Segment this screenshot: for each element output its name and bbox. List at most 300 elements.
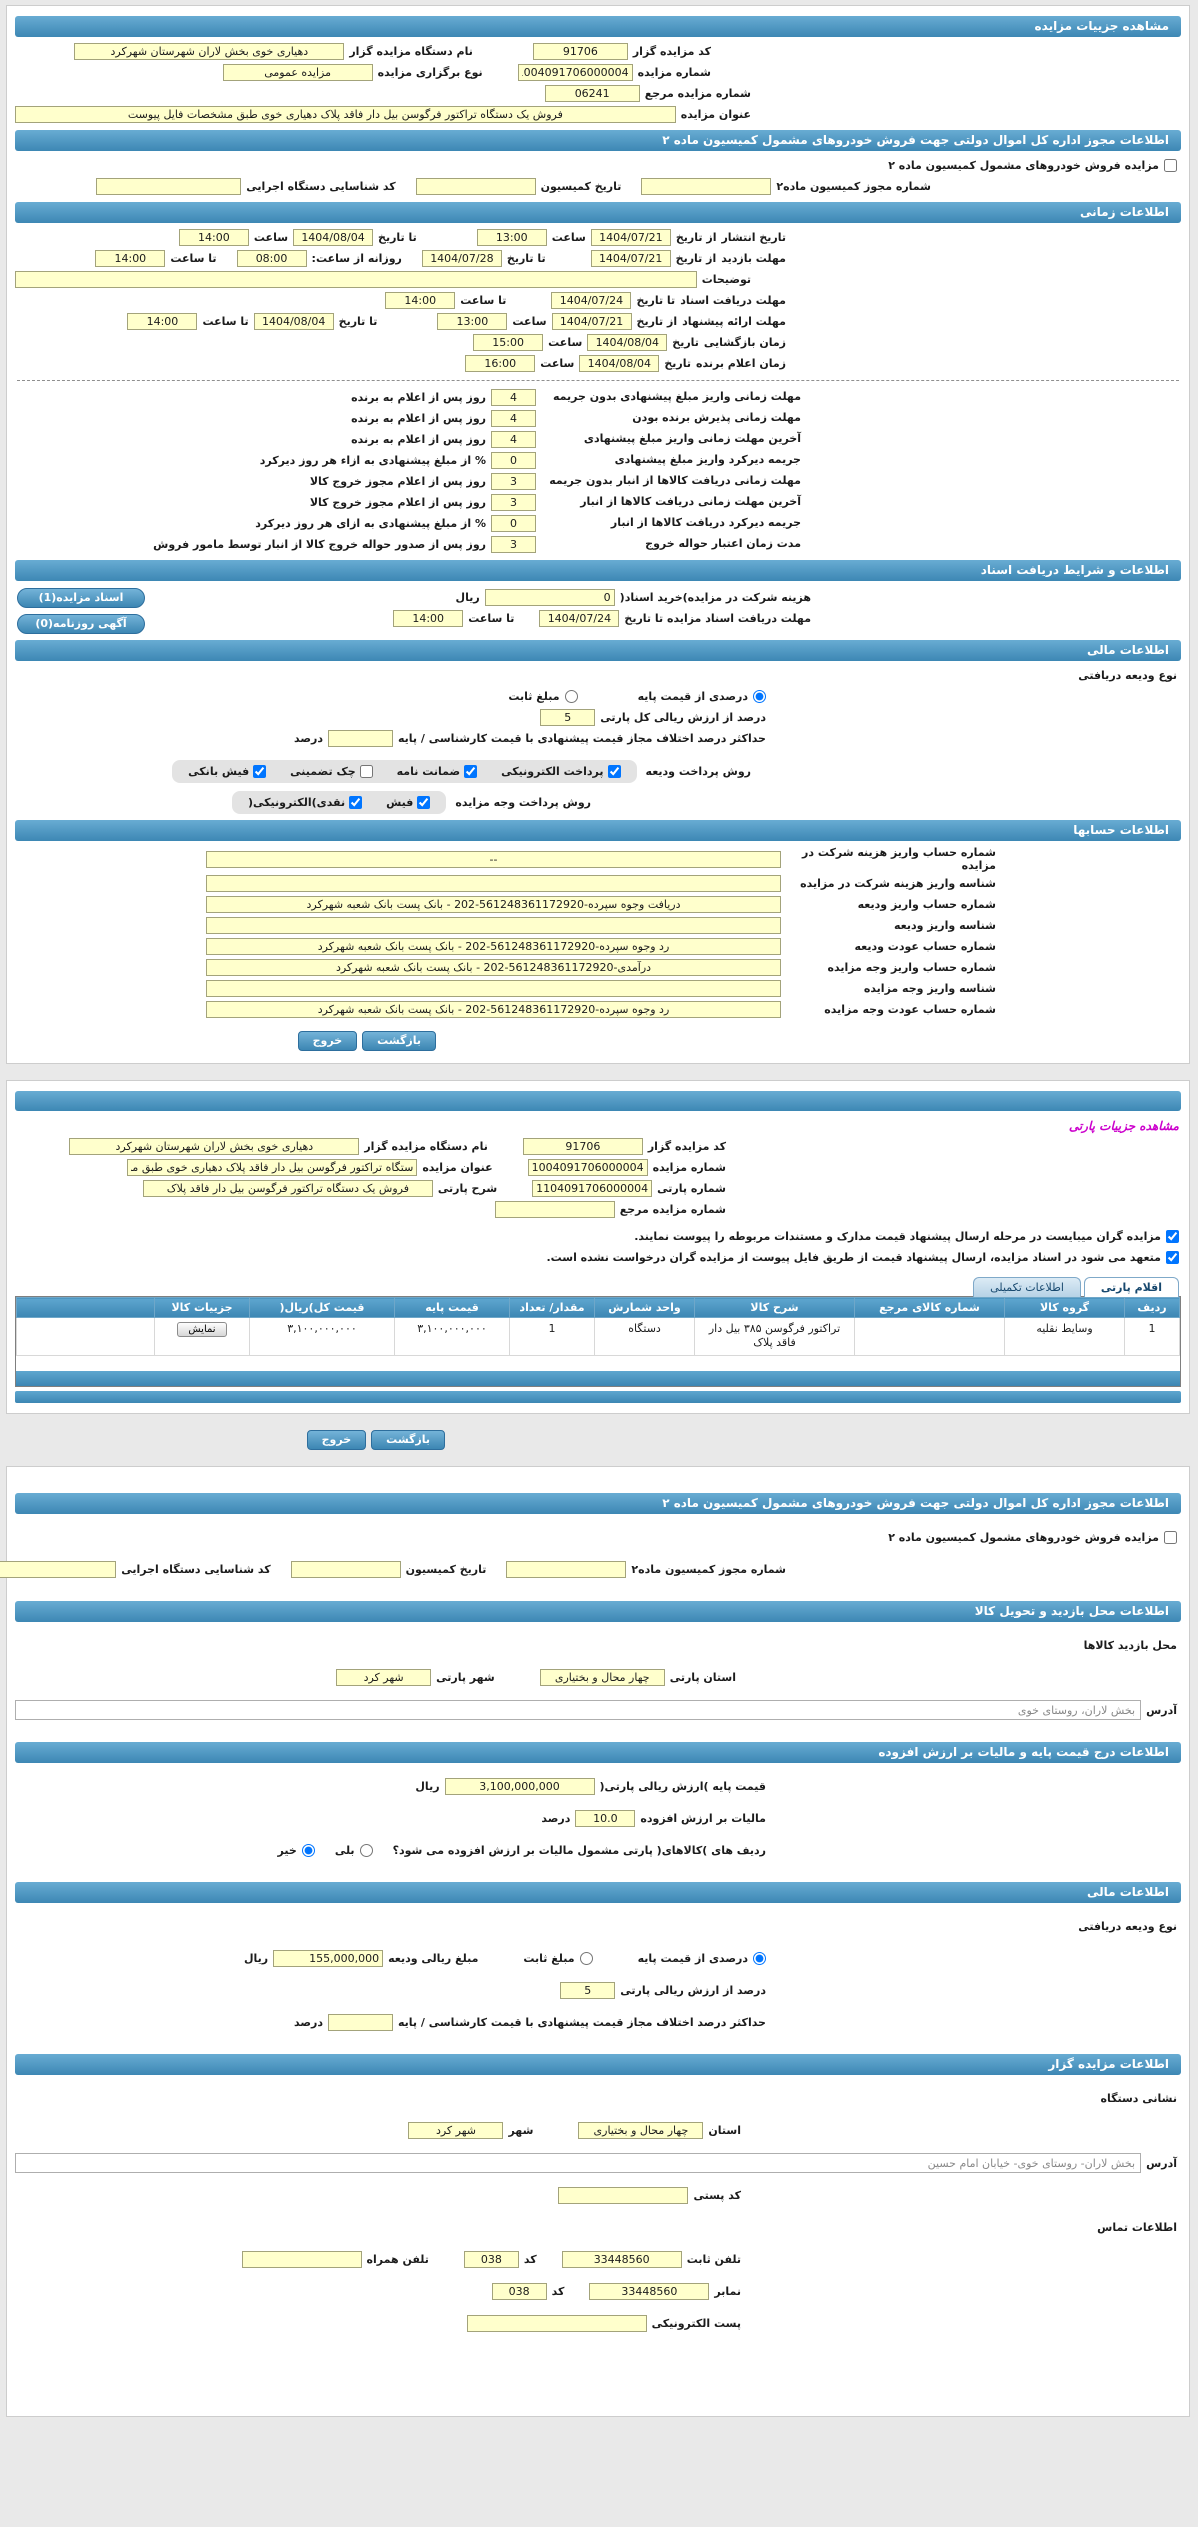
fax-field[interactable]: [590, 2283, 710, 2300]
to-hour-label: تا ساعت: [171, 252, 218, 265]
to-hour-label: تا ساعت: [203, 315, 250, 328]
party-title-row: [16, 1116, 1182, 1135]
commitment-checkbox[interactable]: [1167, 1251, 1180, 1264]
deposit-percent-label: درصد از ارزش ریالی پارتی: [621, 1984, 767, 1998]
account-row: [16, 916, 1182, 935]
visit-from-date-field[interactable]: [592, 250, 672, 267]
auction-title-label: عنوان مزایده: [681, 108, 752, 121]
deposit-percent-option-label: درصدی از قیمت پایه: [638, 690, 749, 703]
divider: [18, 380, 1180, 381]
party-items-table-container: [16, 1296, 1182, 1387]
deposit-fixed-option-label: مبلغ ثابت: [509, 690, 561, 703]
organizer-address-header: نشانی دستگاه: [1101, 2092, 1178, 2106]
winner-label: زمان اعلام برنده: [697, 357, 787, 370]
publish-from-time-field[interactable]: [478, 229, 548, 246]
reference-number-label: شماره مزایده مرجع: [620, 1203, 727, 1216]
max-diff-row: [16, 729, 1182, 748]
commission-date-field[interactable]: [417, 178, 537, 195]
col-header-ref: شماره کالای مرجع: [856, 1298, 1006, 1318]
publish-from-date-field[interactable]: [592, 229, 672, 246]
party-row-3: [16, 1179, 1182, 1198]
agency-name-field[interactable]: [70, 1138, 360, 1155]
deadline-value-field[interactable]: [492, 410, 537, 427]
cash-electronic-label: نقدی)الکترونیکی(: [248, 796, 347, 809]
account-field[interactable]: [207, 917, 782, 934]
account-field[interactable]: [207, 896, 782, 913]
newspaper-ad-button[interactable]: آگهی روزنامه(0): [18, 614, 146, 634]
account-field[interactable]: [207, 938, 782, 955]
auctioneer-code-label: کد مزایده گزار: [648, 1140, 727, 1153]
party-row-4: [16, 1200, 1182, 1219]
organizer-address-header-row: [16, 2089, 1182, 2108]
account-row: [16, 937, 1182, 956]
agency-id-label: کد شناسایی دستگاه اجرایی: [247, 180, 397, 193]
accounts-section-header: اطلاعات حسابها: [16, 820, 1182, 841]
col-header-index: ردیف: [1126, 1298, 1181, 1318]
deadline-label: مهلت زمانی واریز مبلغ پیشنهادی بدون جریمه: [553, 390, 802, 404]
phone-label: تلفن ثابت: [687, 2253, 742, 2267]
party-province-field[interactable]: [541, 1669, 666, 1686]
deposit-type-row: [16, 666, 1182, 685]
attachment-required-checkbox[interactable]: [1167, 1230, 1180, 1243]
mobile-field[interactable]: [243, 2251, 363, 2268]
commission-date-field[interactable]: [292, 1561, 402, 1578]
tab-party-items[interactable]: اقلام پارتی: [1085, 1277, 1180, 1297]
deposit-percent-field[interactable]: [561, 1982, 616, 1999]
doc-fee-label: هزینه شرکت در مزایده)خرید اسناد(: [620, 591, 812, 604]
deadline-suffix: % از مبلغ پیشنهادی به ازاء هر روز دیرکرد: [260, 454, 487, 467]
tab-additional-info[interactable]: اطلاعات تکمیلی: [974, 1277, 1082, 1297]
cash-electronic-checkbox[interactable]: [350, 796, 363, 809]
account-row: [16, 846, 1182, 872]
deadline-row: [16, 388, 1182, 407]
party-description-label: شرح پارتی: [438, 1182, 499, 1195]
item-base-price-cell: ۳,۱۰۰,۰۰۰,۰۰۰: [396, 1318, 511, 1356]
item-details-button[interactable]: نمایش: [178, 1322, 227, 1337]
deadline-row: [16, 514, 1182, 533]
hour-label: ساعت: [254, 231, 290, 244]
deposit-amount-label: مبلغ ریالی ودیعه: [389, 1952, 480, 1966]
account-label: شماره حساب عودت ودیعه: [855, 940, 997, 953]
commitment-label: متعهد می شود در اسناد مزایده، ارسال پیشنهاد قیمت از طریق فایل پیوست از مزایده گران درخواست نشده است.: [547, 1251, 1162, 1264]
fax-label: نمابر: [715, 2285, 742, 2299]
agency-id-label: کد شناسایی دستگاه اجرایی: [122, 1563, 272, 1577]
vat-rate-label: مالیات بر ارزش افزوده: [641, 1812, 767, 1826]
agency-id-field[interactable]: [0, 1561, 117, 1578]
account-field[interactable]: [207, 959, 782, 976]
slip-checkbox[interactable]: [418, 796, 431, 809]
auction-type-field[interactable]: [224, 64, 374, 81]
party-city-field[interactable]: [337, 1669, 432, 1686]
deadline-suffix: روز پس از اعلام به برنده: [352, 391, 487, 404]
from-date-label: از تاریخ: [676, 231, 718, 244]
offer-label: مهلت ارائه پیشنهاد: [683, 315, 787, 328]
account-row: [16, 958, 1182, 977]
reference-number-field[interactable]: [496, 1201, 616, 1218]
account-label: شناسه واریز ودیعه: [895, 919, 997, 932]
financial-section-header: اطلاعات مالی: [16, 1882, 1182, 1903]
deposit-percent-option-label: درصدی از قیمت پایه: [638, 1952, 749, 1966]
party-address-input[interactable]: [16, 1700, 1142, 1720]
deadline-label: آخرین مهلت زمانی دریافت کالاها از انبار: [581, 495, 802, 509]
deadline-suffix: % از مبلغ پیشنهادی به ازای هر روز دیرکرد: [256, 517, 487, 530]
payment-option: [387, 796, 431, 809]
auction-number-field[interactable]: [529, 1159, 649, 1176]
publish-to-time-field[interactable]: [180, 229, 250, 246]
to-date-label: تا تاریخ: [637, 294, 677, 307]
contact-header-row: [16, 2218, 1182, 2237]
item-ref-cell: [856, 1318, 1006, 1356]
auction-details-panel: [7, 5, 1191, 1064]
party-address-row: [16, 1700, 1182, 1720]
panel1-buttons-row: [16, 1031, 1182, 1051]
party-items-table: [17, 1297, 1181, 1371]
deadline-suffix: روز پس از اعلام مجوز خروج کالا: [310, 475, 487, 488]
auction-title-field[interactable]: [16, 106, 677, 123]
offer-from-date-field[interactable]: [553, 313, 633, 330]
agency-name-label: نام دستگاه مزایده گزار: [365, 1140, 489, 1153]
deadline-suffix: روز پس از اعلام به برنده: [352, 433, 487, 446]
auction-number-label: شماره مزایده: [638, 66, 712, 79]
col-header-total-price: قیمت کل)ریال(: [251, 1298, 396, 1318]
auction-documents-button[interactable]: اسناد مزایده(1): [18, 588, 146, 608]
organizer-address-input[interactable]: [16, 2153, 1142, 2173]
base-price-field[interactable]: [446, 1778, 596, 1795]
to-date-label: تا تاریخ: [339, 315, 379, 328]
deposit-fixed-radio[interactable]: [566, 690, 579, 703]
party-header-bar: [16, 1091, 1182, 1111]
deadline-value-field[interactable]: [492, 431, 537, 448]
phone-field[interactable]: [563, 2251, 683, 2268]
date-label: تاریخ: [673, 336, 700, 349]
pricing-section-header: اطلاعات درج قیمت پایه و مالیات بر ارزش افزوده: [16, 1742, 1182, 1763]
auction-view-header: مشاهده جزییات مزایده: [16, 16, 1182, 37]
col-header-spacer: [18, 1298, 156, 1318]
certified-check-label: چک تضمینی: [291, 765, 357, 778]
reference-number-label: شماره مزایده مرجع: [645, 87, 752, 100]
commission-license-field[interactable]: [642, 178, 772, 195]
location-section-header: اطلاعات محل بازدید و تحویل کالا: [16, 1601, 1182, 1622]
account-label: شماره حساب واریز وجه مزایده: [828, 961, 997, 974]
winner-date-field[interactable]: [580, 355, 660, 372]
winner-time-field[interactable]: [466, 355, 536, 372]
commission-section-header: اطلاعات مجوز اداره کل اموال دولتی جهت فروش خودروهای مشمول کمیسیون ماده ۲: [16, 130, 1182, 151]
reference-number-field[interactable]: [546, 85, 641, 102]
doc-receive-deadline-row: [146, 609, 1182, 628]
party-address-label: آدرس: [1147, 1703, 1178, 1717]
agency-name-field[interactable]: [75, 43, 345, 60]
commission-date-label: تاریخ کمیسیون: [541, 180, 623, 193]
hour-label: ساعت: [552, 231, 587, 244]
mobile-label: تلفن همراه: [367, 2253, 430, 2267]
to-date-label: تا تاریخ: [507, 252, 547, 265]
account-row: [16, 874, 1182, 893]
doc-fee-row: [146, 588, 1182, 607]
auctioneer-code-field[interactable]: [534, 43, 629, 60]
deadline-value-field[interactable]: [492, 536, 537, 553]
deposit-amount-field[interactable]: [274, 1950, 384, 1967]
publish-label: تاریخ انتشار: [722, 231, 787, 244]
auction-title-field[interactable]: [128, 1159, 418, 1176]
account-row: [16, 895, 1182, 914]
opening-date-field[interactable]: [588, 334, 668, 351]
publish-row: [16, 228, 1182, 247]
attachment-required-row: [16, 1227, 1182, 1246]
item-qty-cell: 1: [511, 1318, 596, 1356]
auctioneer-code-field[interactable]: [524, 1138, 644, 1155]
party-number-field[interactable]: [533, 1180, 653, 1197]
commission-checkbox-label: مزایده فروش خودروهای مشمول کمیسیون ماده ۲: [889, 159, 1160, 172]
commission-checkbox[interactable]: [1165, 159, 1178, 172]
phone-code-field[interactable]: [465, 2251, 520, 2268]
deadline-label: آخرین مهلت زمانی واریز مبلغ پیشنهادی: [584, 432, 802, 446]
panel-footer-bar: [16, 1391, 1182, 1403]
deposit-type-options-row: [16, 687, 1182, 706]
postal-code-label: کد پستی: [694, 2189, 742, 2203]
auction-number-label: شماره مزایده: [653, 1161, 727, 1174]
organizer-section-header: اطلاعات مزایده گزار: [16, 2054, 1182, 2075]
account-row: [16, 1000, 1182, 1019]
deadline-value-field[interactable]: [492, 473, 537, 490]
deposit-payment-method-label: روش پرداخت ودیعه: [646, 765, 752, 778]
organizer-province-field[interactable]: [579, 2122, 704, 2139]
from-date-label: از تاریخ: [637, 315, 679, 328]
commission-checkbox-row: [16, 1528, 1182, 1547]
organizer-address-label: آدرس: [1147, 2156, 1178, 2170]
deposit-payment-method-box: [173, 760, 637, 783]
deadline-label: مدت زمان اعتبار حواله خروج: [646, 537, 802, 551]
col-header-details: جزییات کالا: [156, 1298, 251, 1318]
account-row: [16, 979, 1182, 998]
guarantee-letter-label: ضمانت نامه: [397, 765, 462, 778]
deposit-percent-label: درصد از ارزش ریالی کل پارتی: [601, 711, 767, 724]
hour-label: ساعت: [513, 315, 548, 328]
item-total-price-cell: ۳,۱۰۰,۰۰۰,۰۰۰: [251, 1318, 396, 1356]
publish-to-date-field[interactable]: [294, 229, 374, 246]
party-description-field[interactable]: [144, 1180, 434, 1197]
vat-no-radio[interactable]: [303, 1844, 316, 1857]
certified-check-checkbox[interactable]: [361, 765, 374, 778]
deadline-row: [16, 430, 1182, 449]
fax-row: [16, 2282, 1182, 2301]
organizer-province-label: استان: [709, 2124, 742, 2138]
account-field[interactable]: [207, 980, 782, 997]
back-button[interactable]: بازگشت: [372, 1430, 446, 1450]
commission-fields-row: [16, 1560, 1182, 1579]
base-price-row: [16, 1777, 1182, 1796]
account-label: شماره حساب واریز ودیعه: [858, 898, 997, 911]
spacer-cell: [18, 1318, 156, 1356]
deposit-fixed-option-label: مبلغ ثابت: [524, 1952, 576, 1966]
commission-checkbox[interactable]: [1165, 1531, 1178, 1544]
date-label: تاریخ: [665, 357, 693, 370]
email-label: پست الکترونیکی: [652, 2317, 742, 2331]
vat-rate-field[interactable]: [576, 1810, 636, 1827]
party-number-label: شماره پارتی: [658, 1182, 727, 1195]
commission-license-label: شماره مجوز کمیسیون ماده۲: [632, 1563, 787, 1577]
deadline-value-field[interactable]: [492, 494, 537, 511]
payment-option: [291, 765, 373, 778]
doc-deadline-time-field[interactable]: [386, 292, 456, 309]
notes-row: [16, 270, 1182, 289]
vat-question-label: ردیف های )کالاهای( پارتی مشمول مالیات بر ارزش افزوده می شود؟: [393, 1844, 767, 1858]
visit-place-label: محل بازدید کالاها: [1084, 1639, 1178, 1653]
timing-section-header: اطلاعات زمانی: [16, 202, 1182, 223]
deposit-percent-row: [16, 1981, 1182, 2000]
doc-deadline-label: مهلت دریافت اسناد: [681, 294, 787, 307]
visit-place-row: [16, 1636, 1182, 1655]
payment-option: [189, 765, 267, 778]
visit-daily-to-field[interactable]: [96, 250, 166, 267]
item-unit-cell: دستگاه: [596, 1318, 696, 1356]
party-tabs: [16, 1277, 1180, 1297]
organizer-city-label: شهر: [509, 2124, 535, 2138]
visit-to-date-field[interactable]: [423, 250, 503, 267]
postal-code-row: [16, 2186, 1182, 2205]
agency-id-field[interactable]: [97, 178, 242, 195]
account-label: شماره حساب واریز هزینه شرکت در مزایده: [803, 846, 997, 872]
offer-from-time-field[interactable]: [438, 313, 508, 330]
daily-from-label: روزانه از ساعت:: [312, 252, 403, 265]
panel2-buttons-row: [7, 1430, 1191, 1450]
vat-no-label: خیر: [278, 1844, 298, 1858]
bank-slip-checkbox[interactable]: [254, 765, 267, 778]
deposit-type-label: نوع ودیعه دریافتی: [1079, 669, 1178, 682]
account-label: شماره حساب عودت وجه مزایده: [825, 1003, 997, 1016]
winner-row: [16, 354, 1182, 373]
deadline-label: جریمه دیرکرد دریافت کالاها از انبار: [611, 516, 802, 530]
auctioneer-code-label: کد مزایده گزار: [633, 45, 712, 58]
item-group-cell: وسایط نقلیه: [1006, 1318, 1126, 1356]
offer-to-date-field[interactable]: [255, 313, 335, 330]
organizer-address-row: [16, 2153, 1182, 2173]
hour-label: ساعت: [549, 336, 584, 349]
deadline-label: جریمه دیرکرد واریز مبلغ پیشنهادی: [615, 453, 802, 467]
auction-row-3: [16, 84, 1182, 103]
fax-code-label: کد: [552, 2285, 566, 2299]
guarantee-letter-checkbox[interactable]: [465, 765, 478, 778]
to-hour-label: تا ساعت: [461, 294, 508, 307]
deadline-row: [16, 493, 1182, 512]
email-field[interactable]: [468, 2315, 648, 2332]
offer-to-time-field[interactable]: [128, 313, 198, 330]
item-details-cell: [156, 1318, 251, 1356]
commission-checkbox-label: مزایده فروش خودروهای مشمول کمیسیون ماده ۲: [889, 1531, 1160, 1545]
postal-code-field[interactable]: [559, 2187, 689, 2204]
rial-label: ریال: [456, 591, 481, 604]
deposit-type-options-row: [16, 1949, 1182, 1968]
contact-header: اطلاعات تماس: [1098, 2221, 1178, 2235]
deadline-row: [16, 472, 1182, 491]
rial-label: ریال: [244, 1952, 270, 1966]
commission-fields-row: [16, 177, 1182, 196]
commission-section-header: اطلاعات مجوز اداره کل اموال دولتی جهت فروش خودروهای مشمول کمیسیون ماده ۲: [16, 1493, 1182, 1514]
doc-deadline-date-field[interactable]: [552, 292, 632, 309]
visit-row: [16, 249, 1182, 268]
email-row: [16, 2314, 1182, 2333]
party-info-panel: [7, 1466, 1191, 2417]
notes-label: توضیحات: [702, 273, 752, 286]
notes-field[interactable]: [16, 271, 698, 288]
max-diff-field[interactable]: [329, 730, 394, 747]
vat-yes-label: بلی: [335, 1844, 356, 1858]
deposit-percent-radio[interactable]: [754, 1952, 767, 1965]
max-diff-field[interactable]: [329, 2014, 394, 2031]
deposit-payment-method-row: [16, 760, 1182, 783]
organizer-city-field[interactable]: [409, 2122, 504, 2139]
exit-button[interactable]: خروج: [299, 1031, 359, 1051]
deposit-type-row: [16, 1917, 1182, 1936]
vat-yes-radio[interactable]: [361, 1844, 374, 1857]
opening-time-field[interactable]: [474, 334, 544, 351]
commission-date-label: تاریخ کمیسیون: [406, 1563, 488, 1577]
phone-row: [16, 2250, 1182, 2269]
vat-question-row: [16, 1841, 1182, 1860]
deadline-value-field[interactable]: [492, 452, 537, 469]
deadline-label: مهلت زمانی پذیرش برنده بودن: [633, 411, 802, 425]
payment-option: [398, 765, 478, 778]
deposit-percent-field[interactable]: [541, 709, 596, 726]
auction-payment-method-label: روش پرداخت وجه مزایده: [456, 796, 592, 809]
base-price-label: قیمت پایه )ارزش ریالی پارتی(: [600, 1780, 767, 1794]
account-field[interactable]: [207, 1001, 782, 1018]
documents-section: [16, 586, 1182, 634]
offer-row: [16, 312, 1182, 331]
item-desc-cell: تراکتور فرگوسن ۳۸۵ بیل دار فاقد پلاک: [696, 1318, 856, 1356]
agency-name-label: نام دستگاه مزایده گزار: [350, 45, 474, 58]
deposit-fixed-radio[interactable]: [581, 1952, 594, 1965]
fax-code-field[interactable]: [493, 2283, 548, 2300]
party-province-row: [16, 1668, 1182, 1687]
doc-receive-deadline-time-field[interactable]: [394, 610, 464, 627]
item-index-cell: 1: [1126, 1318, 1181, 1356]
doc-receive-deadline-date-field[interactable]: [540, 610, 620, 627]
from-date-label: از تاریخ: [676, 252, 718, 265]
visit-label: مهلت بازدید: [722, 252, 787, 265]
party-view-title: مشاهده جزییات پارتی: [1069, 1118, 1180, 1133]
col-header-desc: شرح کالا: [696, 1298, 856, 1318]
visit-daily-from-field[interactable]: [238, 250, 308, 267]
auction-row-4: [16, 105, 1182, 124]
percent-label: درصد: [295, 732, 324, 745]
commission-checkbox-row: [16, 156, 1182, 175]
auction-type-label: نوع برگزاری مزایده: [378, 66, 484, 79]
organizer-province-row: [16, 2121, 1182, 2140]
filler-row: [18, 1355, 1181, 1371]
account-label: شناسه واریز هزینه شرکت در مزایده: [801, 877, 997, 890]
auction-number-field[interactable]: [519, 64, 634, 81]
deposit-percent-radio[interactable]: [754, 690, 767, 703]
account-field[interactable]: [207, 851, 782, 868]
to-date-label: تا تاریخ: [379, 231, 418, 244]
percent-label: درصد: [295, 2016, 324, 2030]
back-button[interactable]: بازگشت: [363, 1031, 437, 1051]
to-hour-label: تا ساعت: [469, 612, 516, 625]
slip-label: فیش: [387, 796, 415, 809]
exit-button[interactable]: خروج: [308, 1430, 368, 1450]
max-diff-label: حداکثر درصد اختلاف مجاز قیمت پیشنهادی با قیمت کارشناسی / پایه: [399, 732, 767, 745]
deadline-row: [16, 451, 1182, 470]
electronic-payment-checkbox[interactable]: [609, 765, 622, 778]
doc-fee-field[interactable]: [486, 589, 616, 606]
account-field[interactable]: [207, 875, 782, 892]
deadline-value-field[interactable]: [492, 389, 537, 406]
commission-license-field[interactable]: [507, 1561, 627, 1578]
rial-label: ریال: [416, 1780, 441, 1794]
deadline-value-field[interactable]: [492, 515, 537, 532]
deposit-type-label: نوع ودیعه دریافتی: [1079, 1920, 1178, 1934]
doc-receive-deadline-label: مهلت دریافت اسناد مزایده تا تاریخ: [625, 612, 812, 625]
